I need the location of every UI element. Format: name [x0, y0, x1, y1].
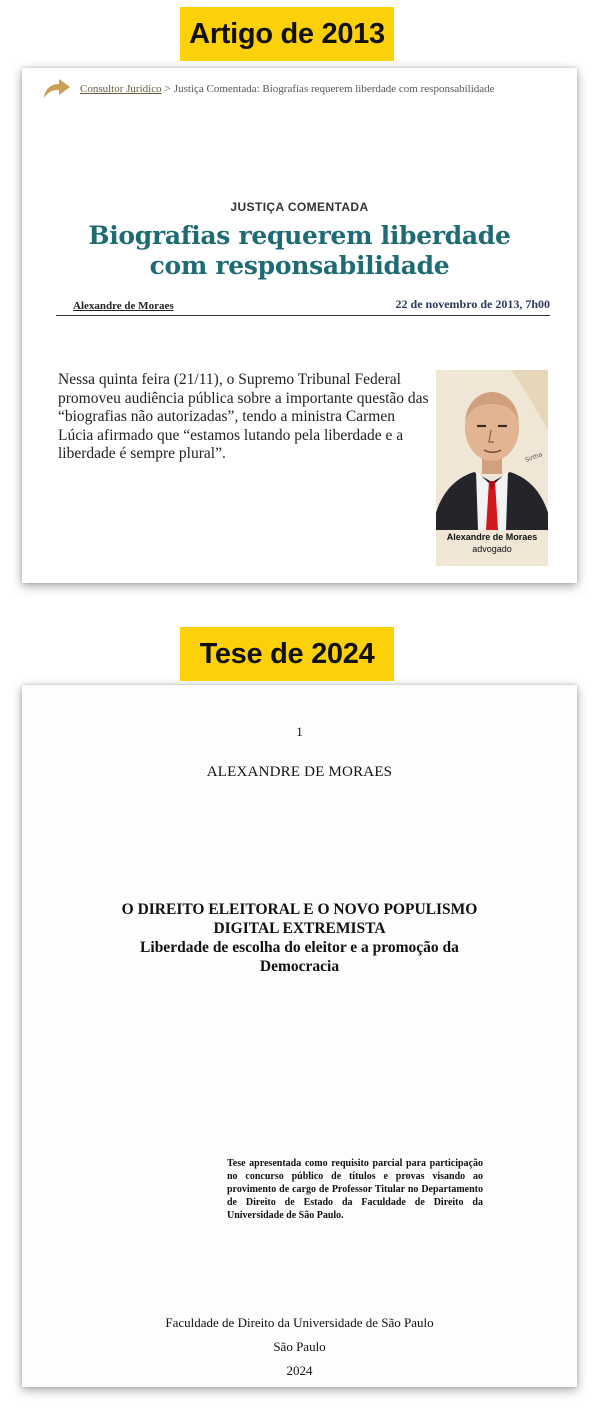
article-card: [22, 68, 577, 583]
breadcrumb-current: Justiça Comentada: Biografias requerem liberdade com responsabilidade: [173, 83, 495, 95]
portrait-caption-name: Alexandre de Moraes: [446, 532, 538, 542]
breadcrumb: [42, 78, 567, 100]
byline-date: 22 de novembro de 2013, 7h00: [395, 297, 550, 311]
thesis-year: 2024: [286, 1363, 313, 1378]
thesis-cover-card: [22, 685, 577, 1387]
thesis-note: Tese apresentada como requisito parcial para participação no concurso público de títulos e provas visando ao provimento de cargo de Professor Titular no Departamento de Direito de Estado da Faculdade de Direito da Universidade de São Paulo.: [227, 1158, 483, 1221]
thesis-title: [102, 900, 497, 976]
article-lead-paragraph: Nessa quinta feira (21/11), o Supremo Tribunal Federal promoveu audiência pública sobre a importante questão das “biografias não autorizadas”, tendo a ministra Carmen Lúcia afirmado que “estamos lutando pela liberdade e a liberdade é sempre plural”.: [58, 371, 429, 462]
article-headline: Biografias requerem liberdade com responsabilidade: [88, 221, 511, 280]
page-number: 1: [296, 724, 303, 739]
article-kicker: JUSTIÇA COMENTADA: [230, 200, 369, 214]
share-arrow-icon: [42, 78, 72, 100]
label-artigo-2013: Artigo de 2013: [180, 7, 394, 61]
label-tese-2024: Tese de 2024: [180, 627, 394, 681]
portrait-caption-role: advogado: [472, 544, 512, 554]
byline: [56, 297, 550, 316]
author-portrait: [436, 370, 548, 566]
breadcrumb-link-consultor-juridico[interactable]: Consultor Jurídico: [80, 83, 162, 95]
thesis-author: ALEXANDRE DE MORAES: [206, 764, 393, 780]
thesis-institution: Faculdade de Direito da Universidade de São Paulo: [165, 1315, 434, 1330]
byline-author[interactable]: Alexandre de Moraes: [73, 300, 174, 312]
breadcrumb-separator: >: [164, 83, 171, 95]
thesis-title-main: O DIREITO ELEITORAL E O NOVO POPULISMO DIGITAL EXTREMISTA: [121, 901, 478, 937]
thesis-title-subtitle: Liberdade de escolha do eleitor e a promoção da Democracia: [140, 939, 459, 975]
thesis-city: São Paulo: [273, 1339, 326, 1354]
portrait-illustration: [436, 370, 548, 530]
svg-text:Sirtha: Sirtha: [524, 451, 544, 464]
